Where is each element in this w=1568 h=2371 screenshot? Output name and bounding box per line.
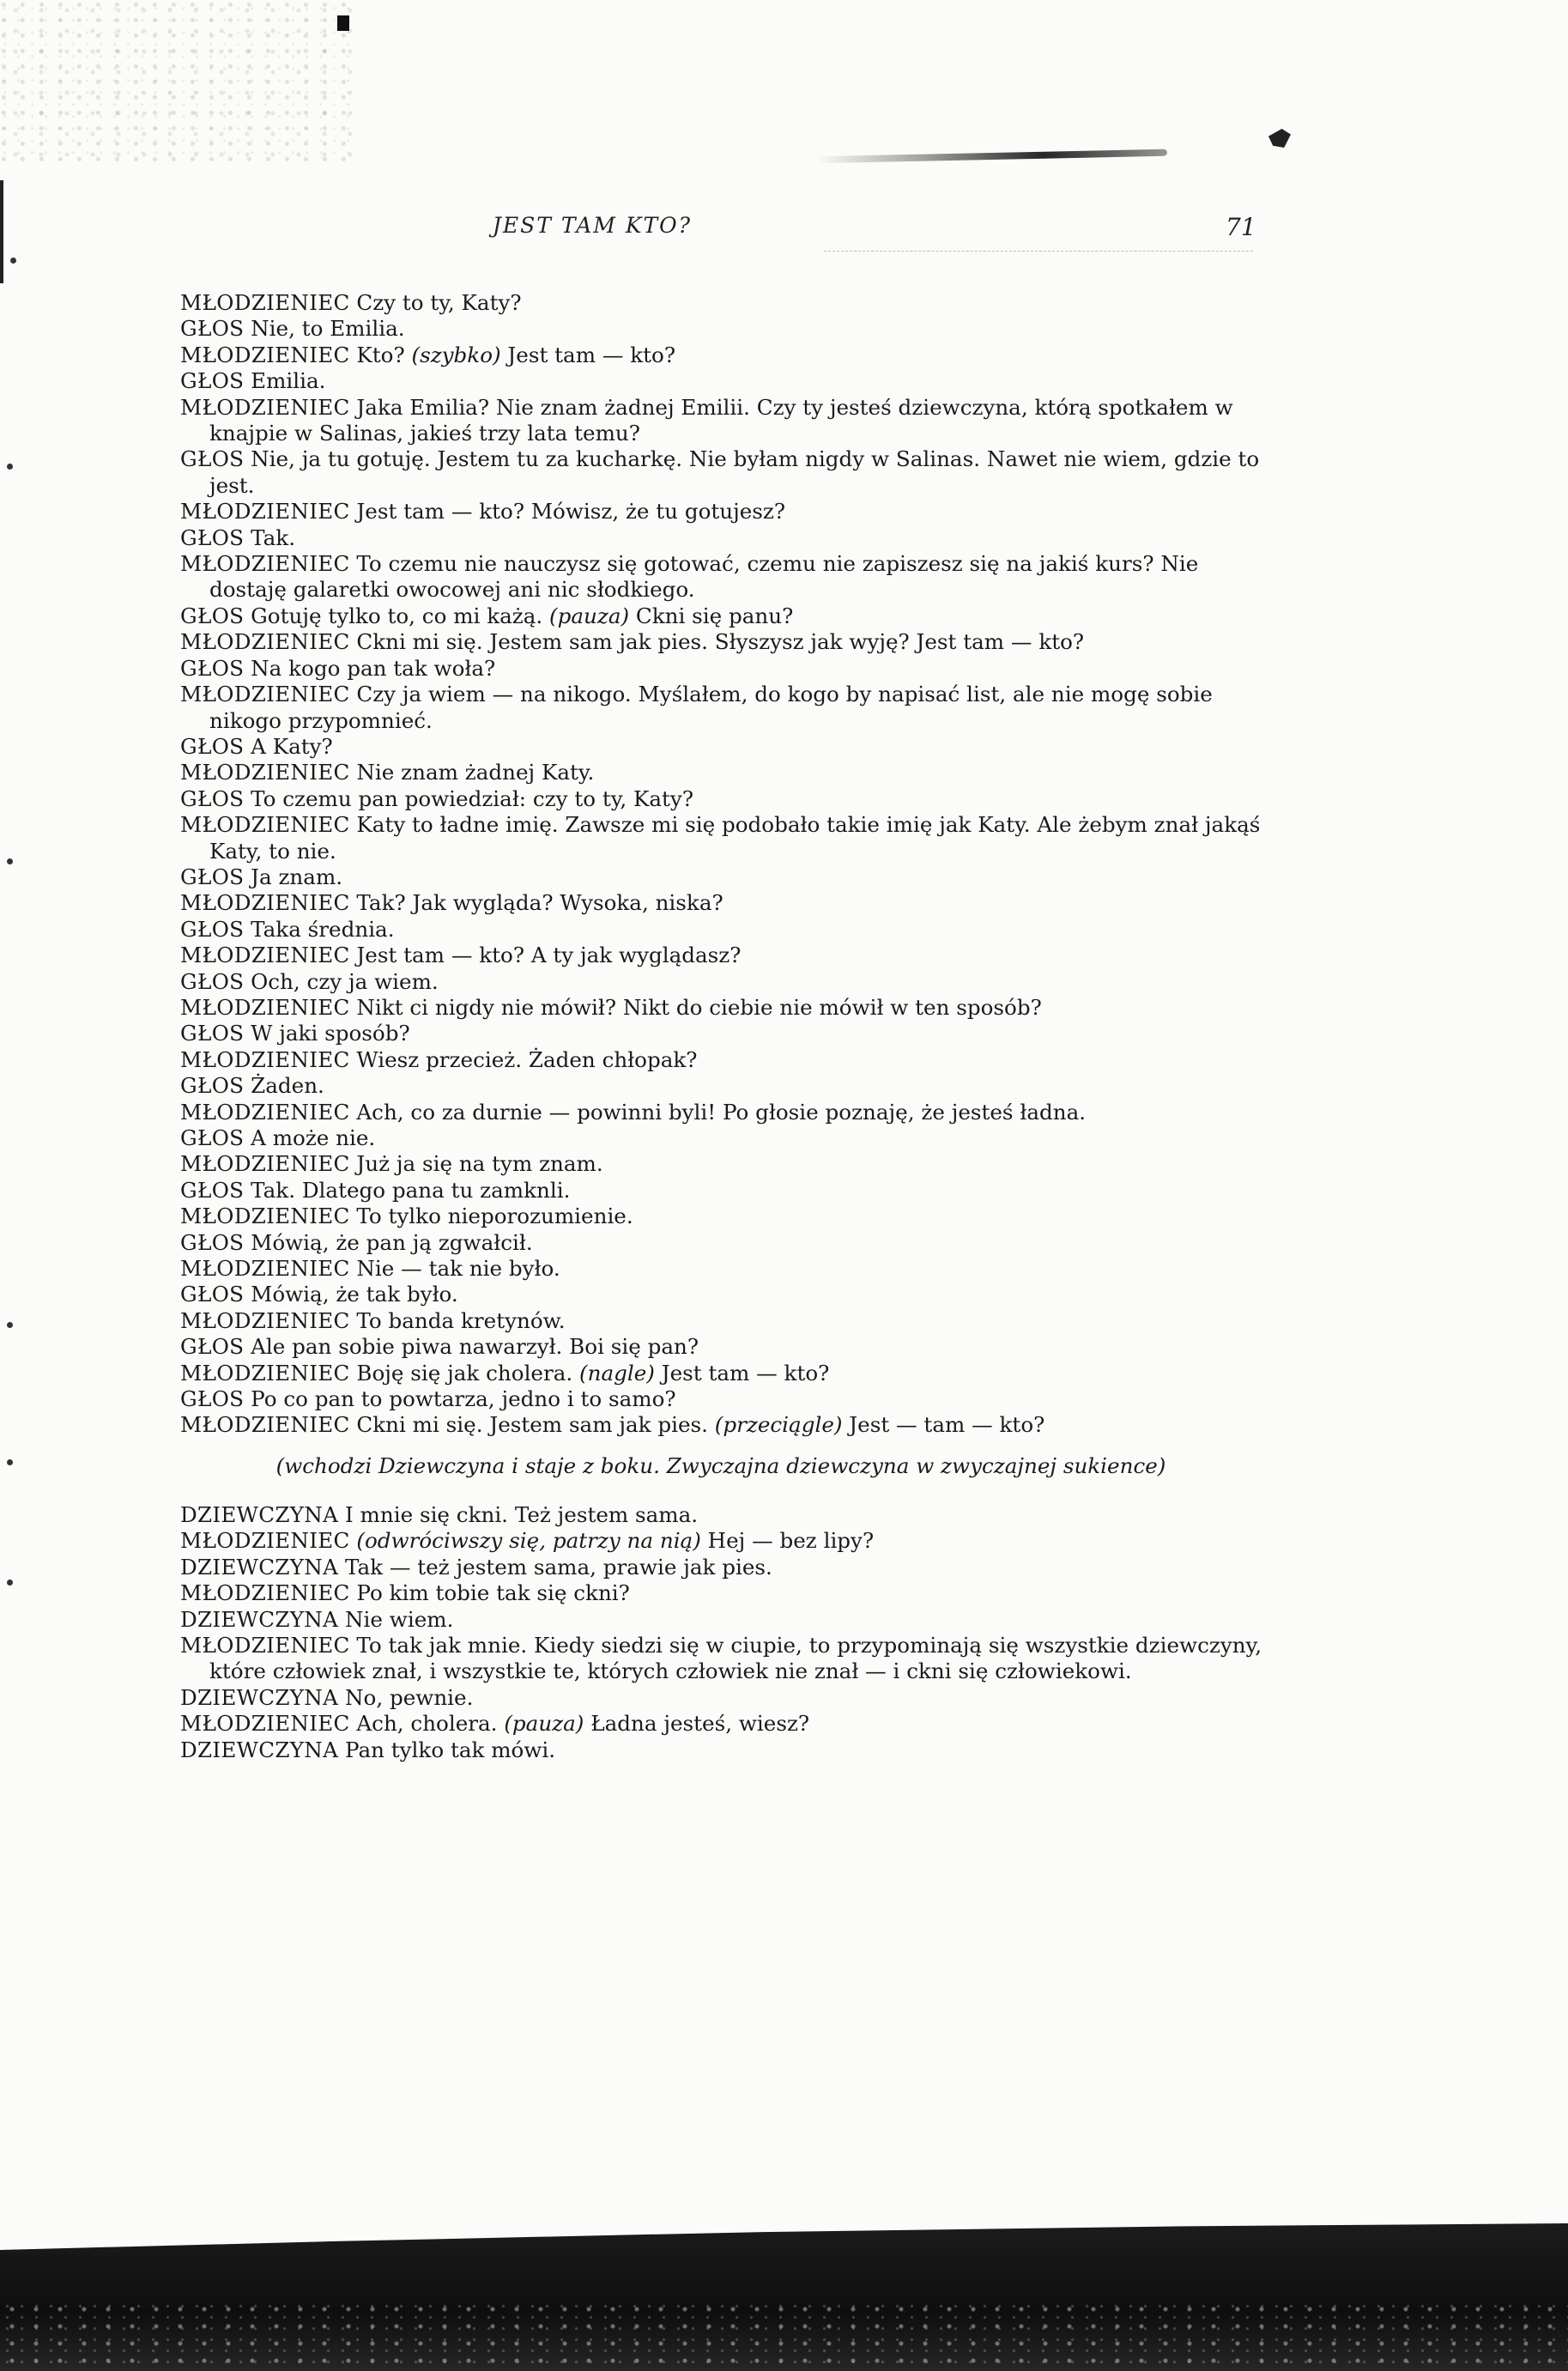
- dialogue-line: [180, 1502, 1262, 1528]
- line-text: Katy to ładne imię. Zawsze mi się podobało takie imię jak Katy. Ale żebym znał jakąś Katy, to nie.: [209, 812, 1261, 864]
- speaker-name: MŁODZIENIEC: [180, 499, 350, 525]
- dialogue-line: [180, 682, 1262, 734]
- line-text: Kto?: [356, 342, 412, 367]
- dialogue-line: [180, 446, 1262, 499]
- dialogue-line: [180, 1528, 1262, 1554]
- dialogue-line: [180, 316, 1262, 342]
- dialogue-line: [180, 499, 1262, 525]
- speaker-name: MŁODZIENIEC: [180, 1256, 350, 1282]
- dialogue-line: [180, 551, 1262, 603]
- speaker-name: MŁODZIENIEC: [180, 1711, 350, 1737]
- dialogue-section: [180, 290, 1262, 1439]
- speaker-name: GŁOS: [180, 1073, 245, 1099]
- speaker-name: MŁODZIENIEC: [180, 1151, 350, 1177]
- line-text: Nie, ja tu gotuję. Jestem tu za kucharkę. Nie byłam nigdy w Salinas. Nawet nie wiem, gdzie to jest.: [209, 446, 1260, 498]
- line-text: Jest — tam — kto?: [842, 1412, 1045, 1438]
- line-text: Jest tam — kto?: [654, 1360, 830, 1386]
- speaker-name: GŁOS: [180, 968, 245, 994]
- speaker-name: GŁOS: [180, 1177, 245, 1203]
- speaker-name: MŁODZIENIEC: [180, 760, 350, 785]
- dialogue-line: [180, 1230, 1262, 1256]
- line-text: Ckni mi się. Jestem sam jak pies.: [356, 1412, 715, 1438]
- speaker-name: DZIEWCZYNA: [180, 1554, 339, 1580]
- line-text: No, pewnie.: [345, 1684, 474, 1710]
- speaker-name: MŁODZIENIEC: [180, 1046, 350, 1072]
- dialogue-line: [180, 760, 1262, 785]
- line-text: Nie — tak nie było.: [356, 1256, 560, 1282]
- line-text: Boję się jak cholera.: [356, 1360, 580, 1386]
- line-text: Żaden.: [251, 1073, 324, 1099]
- speaker-name: GŁOS: [180, 864, 245, 889]
- dialogue-line: [180, 1386, 1262, 1412]
- line-text: Wiesz przecież. Żaden chłopak?: [356, 1046, 698, 1072]
- dialogue-line: [180, 1580, 1262, 1606]
- stage-note: (pauza): [549, 603, 630, 628]
- running-header: [0, 213, 1568, 247]
- speaker-name: MŁODZIENIEC: [180, 1412, 350, 1438]
- line-text: To tylko nieporozumienie.: [356, 1204, 633, 1229]
- dialogue-line: [180, 395, 1262, 447]
- dialogue-line: [180, 1633, 1262, 1685]
- dialogue-line: [180, 890, 1262, 916]
- dialogue-line: [180, 995, 1262, 1021]
- dialogue-text: [180, 290, 1262, 1763]
- line-text: Czy to ty, Katy?: [356, 290, 522, 315]
- scan-dot: [10, 258, 16, 264]
- line-text: Ach, co za durnie — powinni byli! Po głosie poznaję, że jesteś ładna.: [356, 1099, 1087, 1125]
- speaker-name: MŁODZIENIEC: [180, 1360, 350, 1386]
- dialogue-line: [180, 812, 1262, 864]
- speaker-name: MŁODZIENIEC: [180, 682, 350, 707]
- dialogue-line: [180, 1204, 1262, 1229]
- line-text: Ale pan sobie piwa nawarzył. Boi się pan?: [251, 1334, 699, 1360]
- stage-note: (nagle): [579, 1360, 655, 1386]
- scan-dot: [7, 858, 13, 864]
- line-text: Mówią, że tak było.: [251, 1282, 458, 1307]
- stage-note: (szybko): [411, 342, 501, 367]
- speaker-name: DZIEWCZYNA: [180, 1501, 339, 1527]
- line-text: Czy ja wiem — na nikogo. Myślałem, do kogo by napisać list, ale nie mogę sobie nikogo przypomnieć.: [209, 682, 1213, 733]
- dialogue-line: [180, 734, 1262, 760]
- stage-note: (przeciągle): [714, 1412, 843, 1438]
- line-text: A może nie.: [251, 1125, 376, 1150]
- dialogue-line: [180, 1607, 1262, 1633]
- line-text: Ładna jesteś, wiesz?: [584, 1711, 810, 1737]
- speaker-name: GŁOS: [180, 916, 245, 942]
- speaker-name: MŁODZIENIEC: [180, 943, 350, 968]
- dialogue-line: [180, 1100, 1262, 1125]
- dialogue-line: [180, 368, 1262, 394]
- speaker-name: MŁODZIENIEC: [180, 290, 350, 315]
- dialogue-line: [180, 1151, 1262, 1177]
- scan-streak: [815, 149, 1167, 164]
- scan-dot: [7, 1580, 13, 1586]
- dialogue-line: [180, 1282, 1262, 1307]
- dialogue-line: [180, 1361, 1262, 1386]
- dialogue-line: [180, 290, 1262, 316]
- line-text: Nikt ci nigdy nie mówił? Nikt do ciebie nie mówił w ten sposób?: [356, 994, 1042, 1020]
- speaker-name: DZIEWCZYNA: [180, 1684, 339, 1710]
- speaker-name: GŁOS: [180, 525, 245, 550]
- page-number: 71: [1226, 213, 1256, 241]
- dialogue-line: [180, 1073, 1262, 1099]
- line-text: Jaka Emilia? Nie znam żadnej Emilii. Czy ty jesteś dziewczyna, którą spotkałem w knajpie w Salinas, jakieś trzy lata temu?: [209, 394, 1233, 446]
- speaker-name: MŁODZIENIEC: [180, 342, 350, 367]
- line-text: I mnie się ckni. Też jestem sama.: [345, 1501, 699, 1527]
- speaker-name: MŁODZIENIEC: [180, 1632, 350, 1658]
- line-text: Och, czy ja wiem.: [251, 968, 439, 994]
- dialogue-line: [180, 786, 1262, 812]
- line-text: Gotuję tylko to, co mi każą.: [251, 603, 550, 628]
- dialogue-line: [180, 1412, 1262, 1438]
- line-text: To czemu nie nauczysz się gotować, czemu nie zapiszesz się na jakiś kurs? Nie dostaję galaretki owocowej ani nic słodkiego.: [209, 551, 1199, 603]
- scan-dot: [7, 464, 13, 470]
- speaker-name: GŁOS: [180, 655, 245, 681]
- line-text: Emilia.: [251, 368, 326, 394]
- dialogue-line: [180, 1178, 1262, 1204]
- line-text: Tak. Dlatego pana tu zamknli.: [251, 1177, 571, 1203]
- line-text: Tak? Jak wygląda? Wysoka, niska?: [356, 890, 723, 916]
- speaker-name: GŁOS: [180, 1125, 245, 1150]
- speaker-name: DZIEWCZYNA: [180, 1606, 339, 1632]
- dialogue-line: [180, 525, 1262, 551]
- line-text: Taka średnia.: [251, 916, 395, 942]
- speaker-name: GŁOS: [180, 1021, 245, 1046]
- dialogue-line: [180, 1047, 1262, 1073]
- line-text: Nie wiem.: [345, 1606, 454, 1632]
- speaker-name: MŁODZIENIEC: [180, 1307, 350, 1333]
- line-text: Już ja się na tym znam.: [356, 1151, 603, 1177]
- speaker-name: GŁOS: [180, 785, 245, 811]
- line-text: Pan tylko tak mówi.: [345, 1737, 556, 1762]
- line-text: Jest tam — kto? A ty jak wyglądasz?: [356, 943, 742, 968]
- speaker-name: MŁODZIENIEC: [180, 1580, 350, 1606]
- line-text: Nie, to Emilia.: [251, 316, 405, 342]
- line-text: Po kim tobie tak się ckni?: [356, 1580, 630, 1606]
- speaker-name: MŁODZIENIEC: [180, 551, 350, 577]
- dialogue-line: [180, 969, 1262, 995]
- dialogue-line: [180, 656, 1262, 682]
- stage-direction: (wchodzi Dziewczyna i staje z boku. Zwyczajna dziewczyna w zwyczajnej sukience): [275, 1452, 1166, 1478]
- line-text: Ckni się panu?: [629, 603, 794, 628]
- dialogue-line: [180, 1125, 1262, 1151]
- header-rule: [824, 251, 1253, 252]
- dialogue-line: [180, 343, 1262, 368]
- dialogue-section: [180, 1502, 1262, 1763]
- speaker-name: MŁODZIENIEC: [180, 1204, 350, 1229]
- speaker-name: GŁOS: [180, 446, 245, 472]
- line-text: Na kogo pan tak woła?: [251, 655, 496, 681]
- scan-mark: [1268, 129, 1291, 148]
- speaker-name: MŁODZIENIEC: [180, 1099, 350, 1125]
- dialogue-line: [180, 917, 1262, 943]
- speaker-name: GŁOS: [180, 603, 245, 628]
- line-text: Ckni mi się. Jestem sam jak pies. Słyszysz jak wyję? Jest tam — kto?: [356, 629, 1085, 655]
- stage-note: (odwróciwszy się, patrzy na nią): [356, 1528, 701, 1554]
- scan-noise: [0, 0, 360, 163]
- line-text: W jaki sposób?: [251, 1021, 410, 1046]
- speaker-name: MŁODZIENIEC: [180, 629, 350, 655]
- line-text: Ja znam.: [251, 864, 343, 889]
- line-text: Jest tam — kto?: [500, 342, 676, 367]
- speaker-name: GŁOS: [180, 316, 245, 342]
- speaker-name: MŁODZIENIEC: [180, 394, 350, 420]
- line-text: To tak jak mnie. Kiedy siedzi się w ciupie, to przypominają się wszystkie dziewczyny, które człowiek znał, i wszystkie te, których człowiek nie znał — i ckni się człowiekowi.: [209, 1632, 1262, 1684]
- speaker-name: GŁOS: [180, 1282, 245, 1307]
- line-text: Tak — też jestem sama, prawie jak pies.: [345, 1554, 772, 1580]
- scan-mark: [337, 15, 349, 31]
- line-text: Po co pan to powtarza, jedno i to samo?: [251, 1386, 676, 1412]
- dialogue-line: [180, 1256, 1262, 1282]
- scan-dot: [7, 1322, 13, 1328]
- dialogue-line: [180, 1711, 1262, 1737]
- dialogue-line: [180, 864, 1262, 890]
- line-text: Hej — bez lipy?: [700, 1528, 875, 1554]
- line-text: Mówią, że pan ją zgwałcił.: [251, 1229, 533, 1255]
- speaker-name: GŁOS: [180, 1229, 245, 1255]
- speaker-name: DZIEWCZYNA: [180, 1737, 339, 1762]
- scan-dot: [7, 1459, 13, 1465]
- speaker-name: GŁOS: [180, 733, 245, 759]
- dialogue-line: [180, 629, 1262, 655]
- line-text: To banda kretynów.: [356, 1307, 566, 1333]
- dialogue-line: [180, 1737, 1262, 1763]
- line-text: Tak.: [251, 525, 296, 550]
- speaker-name: GŁOS: [180, 1386, 245, 1412]
- speaker-name: MŁODZIENIEC: [180, 890, 350, 916]
- dialogue-line: [180, 1021, 1262, 1046]
- speaker-name: GŁOS: [180, 368, 245, 394]
- running-title: JEST TAM KTO?: [492, 213, 693, 238]
- scan-speckle: [0, 2301, 1568, 2371]
- dialogue-line: [180, 1555, 1262, 1580]
- speaker-name: MŁODZIENIEC: [180, 1528, 350, 1554]
- line-text: Nie znam żadnej Katy.: [356, 760, 595, 785]
- dialogue-line: [180, 1308, 1262, 1334]
- line-text: A Katy?: [251, 733, 333, 759]
- line-text: Jest tam — kto? Mówisz, że tu gotujesz?: [356, 499, 786, 525]
- dialogue-line: [180, 943, 1262, 968]
- line-text: Ach, cholera.: [356, 1711, 505, 1737]
- stage-note: (pauza): [504, 1711, 584, 1737]
- speaker-name: GŁOS: [180, 1334, 245, 1360]
- dialogue-line: [180, 603, 1262, 629]
- speaker-name: MŁODZIENIEC: [180, 812, 350, 838]
- dialogue-line: [180, 1685, 1262, 1711]
- speaker-name: MŁODZIENIEC: [180, 994, 350, 1020]
- dialogue-line: [180, 1334, 1262, 1360]
- line-text: To czemu pan powiedział: czy to ty, Katy?: [251, 785, 694, 811]
